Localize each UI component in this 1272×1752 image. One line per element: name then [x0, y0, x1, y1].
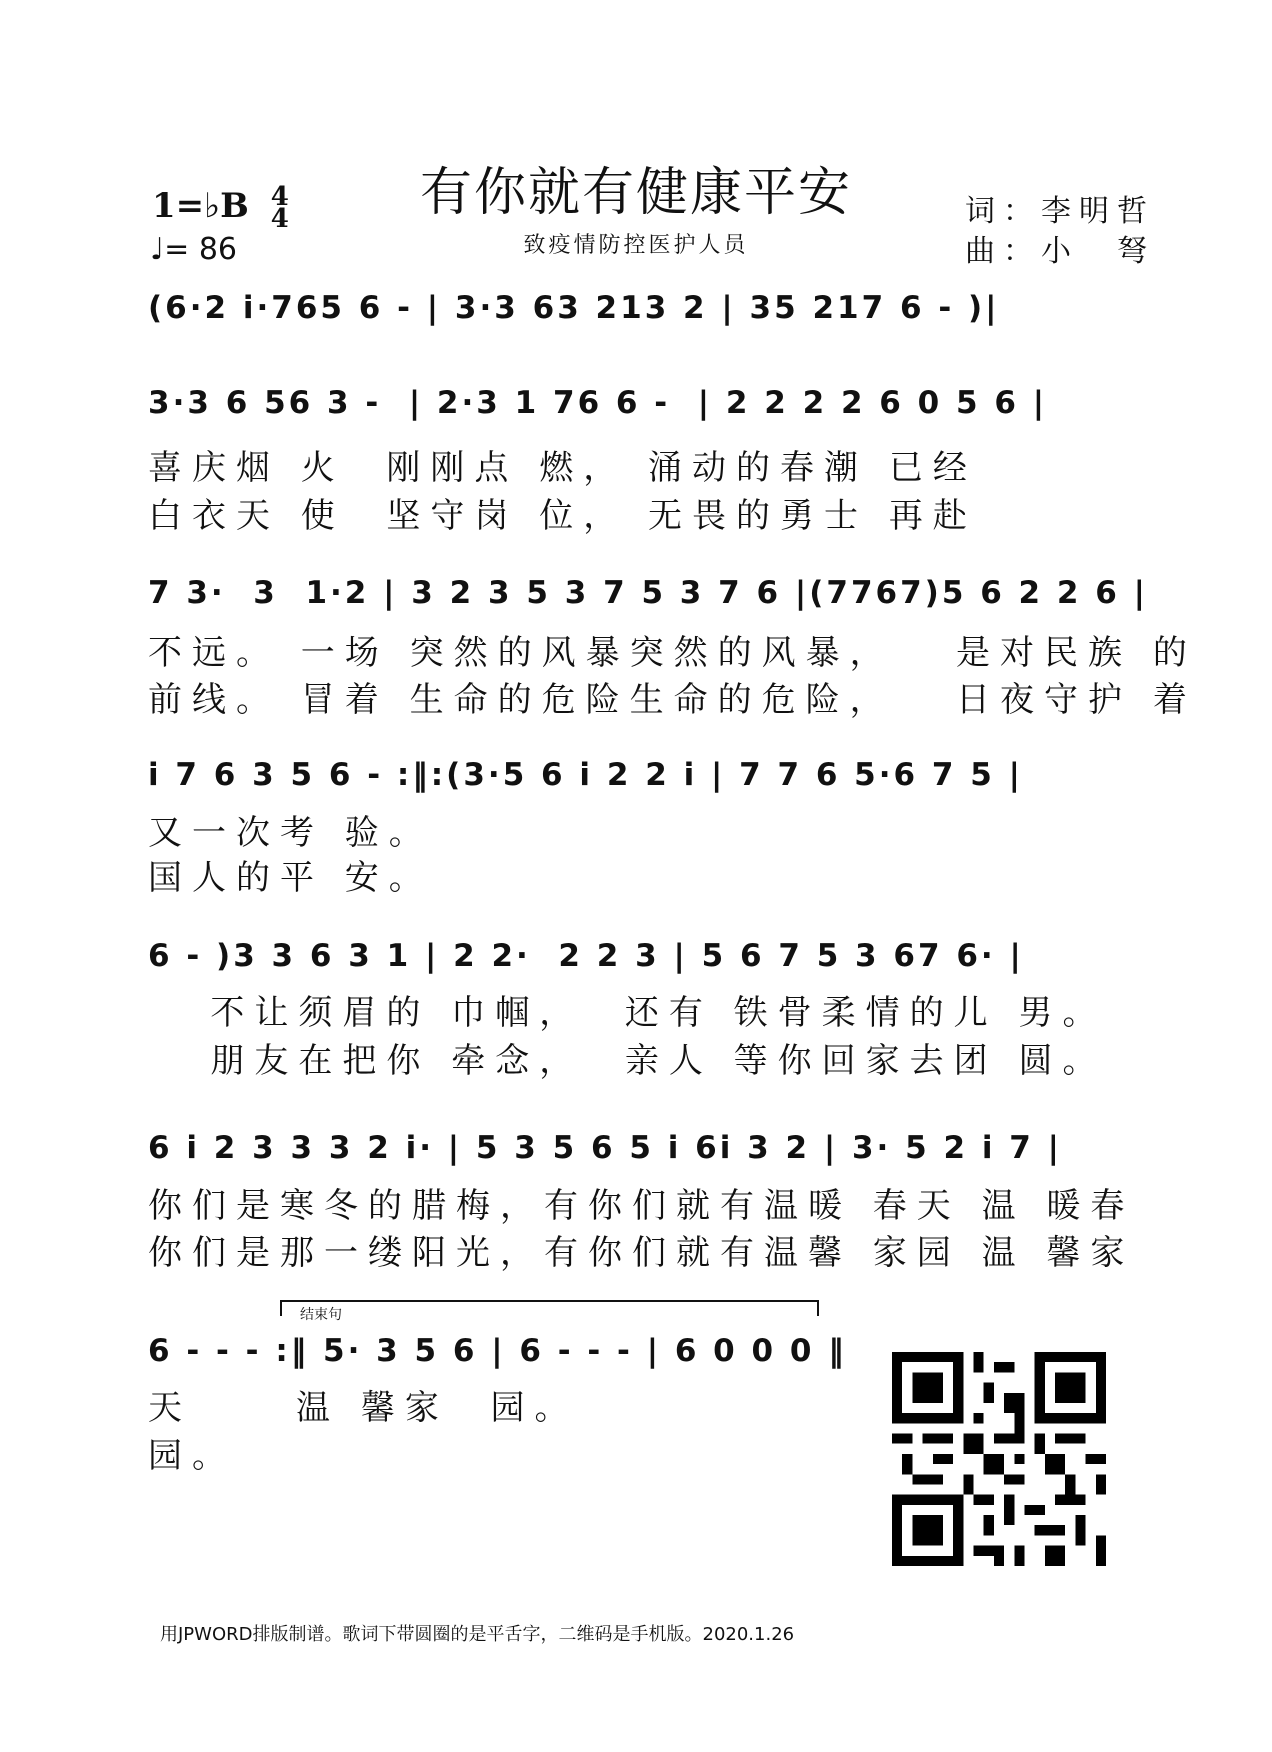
lyric-line-2a: 喜庆烟 火 刚刚点 燃， 涌动的春潮 已经 — [148, 448, 977, 488]
notation-line-1: (6·2 i·765 6 - | 3·3 63 213 2 | 35 217 6 - )| — [148, 290, 1000, 326]
qr-code — [892, 1352, 1106, 1566]
lyricist-credit: 词：李明哲 — [965, 194, 1155, 229]
notation-line-3: 7 3· 3 1·2 | 3 2 3 5 3 7 5 3 7 6 |(7767)5 6 2 2 6 | — [148, 575, 1148, 611]
key-text: 1=♭B — [152, 186, 249, 226]
lyric-line-7a: 天 温 馨家 园。 — [148, 1388, 579, 1428]
notation-line-7: 6 - - - :‖ 5· 3 5 6 | 6 - - - | 6 0 0 0 ‖ — [148, 1333, 847, 1369]
notation-line-6: 6 i 2 3 3 3 2 i· | 5 3 5 6 5 i 6i 3 2 | 3· 5 2 i 7 | — [148, 1130, 1062, 1166]
lyric-line-4b: 国人的平 安。 — [148, 858, 433, 898]
lyric-line-6b: 你们是那一缕阳光，有你们就有温馨 家园 温 馨家 — [148, 1233, 1135, 1273]
notation-line-2: 3·3 6 56 3 - | 2·3 1 76 6 - | 2 2 2 2 6 0 5 6 | — [148, 385, 1048, 421]
lyric-line-5b: 朋友在把你 牵念， 亲人 等你回家去团 圆。 — [148, 1041, 1107, 1081]
meter-bottom: 4 — [270, 204, 289, 234]
time-signature — [270, 182, 289, 234]
lyric-line-3b: 前线。 冒着 生命的危险生命的危险， 日夜守护 着 — [148, 680, 1197, 720]
lyric-line-7b: 园。 — [148, 1436, 236, 1476]
lyric-line-5a: 不让须眉的 巾帼， 还有 铁骨柔情的儿 男。 — [148, 993, 1107, 1033]
song-subtitle: 致疫情防控医护人员 — [523, 233, 749, 258]
meter-top: 4 — [270, 182, 289, 212]
lyric-line-3a: 不远。 一场 突然的风暴突然的风暴， 是对民族 的 — [148, 633, 1197, 673]
lyric-line-4a: 又一次考 验。 — [148, 813, 433, 853]
song-title: 有你就有健康平安 — [419, 163, 852, 223]
composer-credit: 曲：小 弩 — [965, 234, 1155, 269]
lyric-line-2b: 白衣天 使 坚守岗 位， 无畏的勇士 再赴 — [148, 496, 977, 536]
ending-bracket — [280, 1300, 819, 1316]
key-signature — [152, 182, 289, 234]
notation-line-4: i 7 6 3 5 6 - :‖:(3·5 6 i 2 2 i | 7 7 6 5·6 7 5 | — [148, 757, 1023, 793]
footer-note: 用JPWORD排版制谱。歌词下带圆圈的是平舌字，二维码是手机版。2020.1.26 — [160, 1624, 795, 1645]
lyric-line-6a: 你们是寒冬的腊梅，有你们就有温暖 春天 温 暖春 — [148, 1186, 1135, 1226]
tempo-marking: ♩= 86 — [150, 232, 237, 267]
ending-label: 结束句 — [300, 1307, 342, 1323]
notation-line-5: 6 - )3 3 6 3 1 | 2 2· 2 2 3 | 5 6 7 5 3 67 6· | — [148, 938, 1024, 974]
